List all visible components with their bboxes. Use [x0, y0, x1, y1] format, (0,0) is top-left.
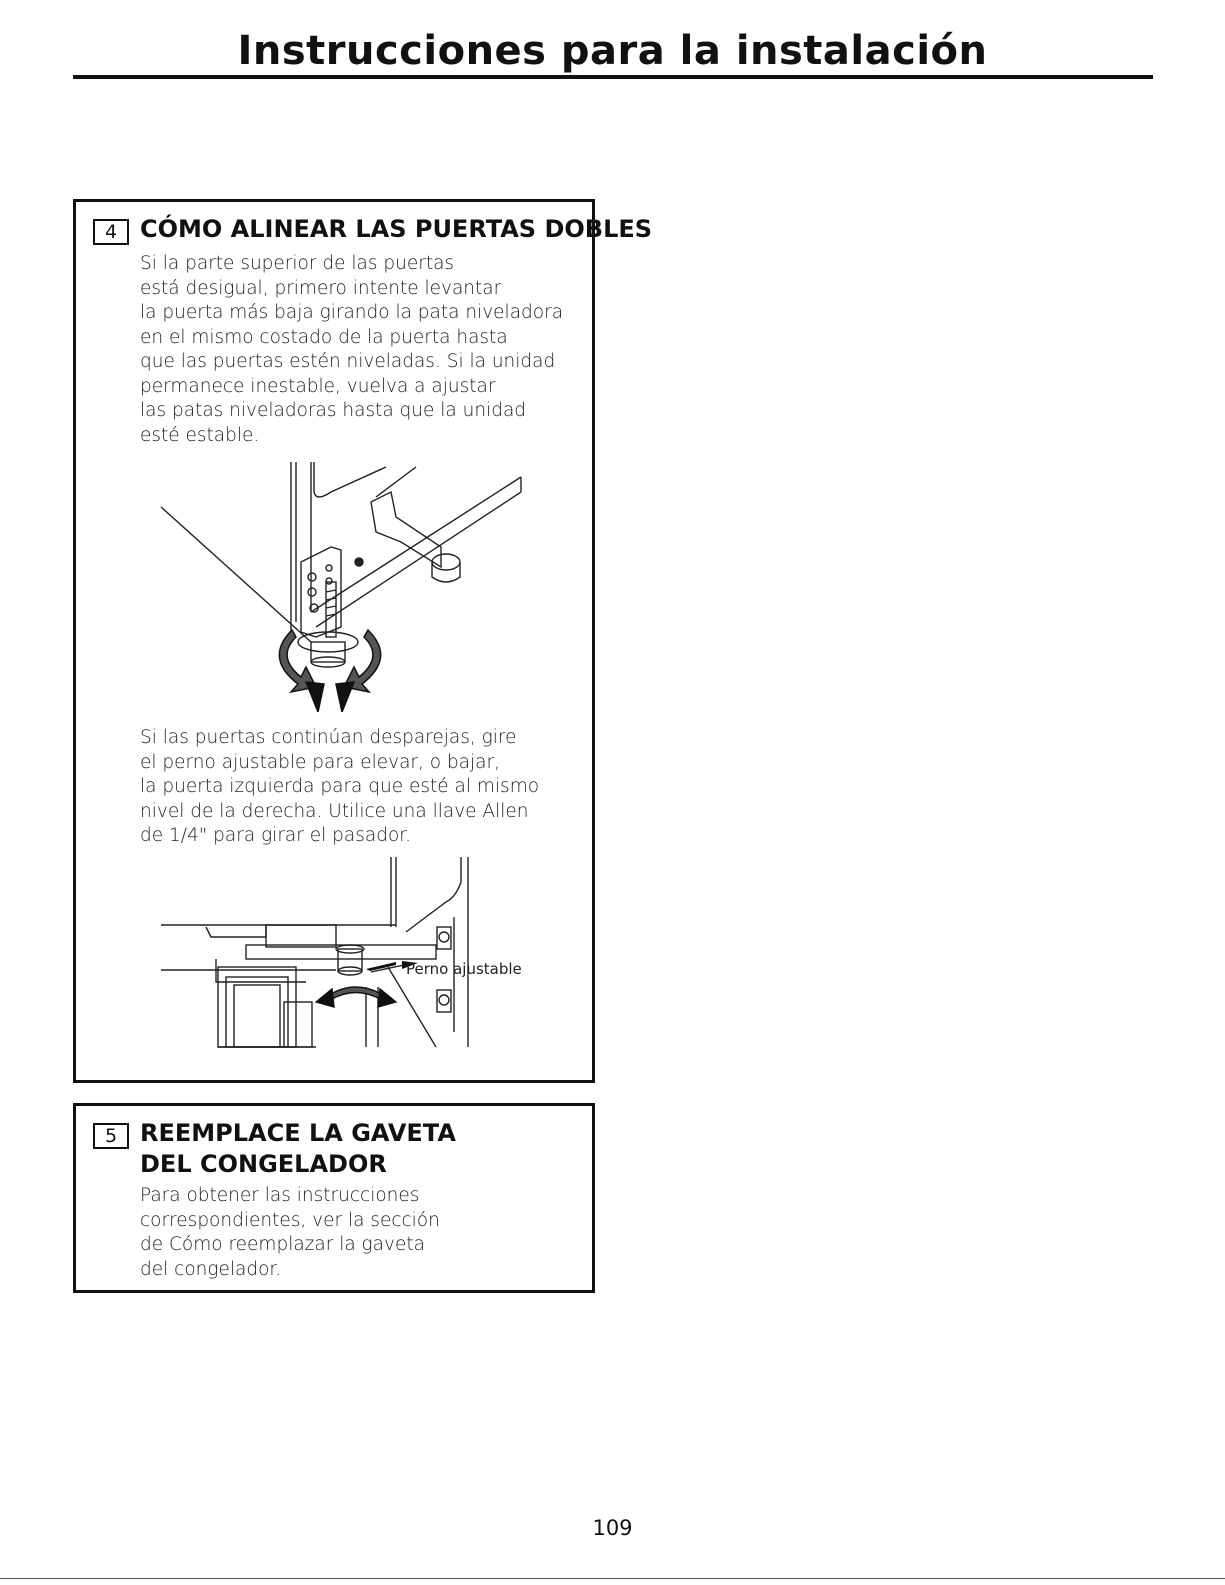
adjustable-bolt-label: Perno ajustable	[406, 960, 522, 978]
adjustable-bolt-illustration	[156, 857, 486, 1057]
step-5-number: 5	[93, 1123, 129, 1149]
step-4-paragraph-2: Si las puertas continúan desparejas, gire el perno ajustable para elevar, o bajar, la puerta izquierda para que esté al mismo nivel de la derecha. Utilice una llave Allen de 1/4" para girar el pasador.	[140, 727, 540, 846]
step-4-number: 4	[93, 219, 129, 245]
bottom-rule	[0, 1578, 1225, 1579]
page-number: 109	[592, 1516, 633, 1540]
title-rule	[73, 75, 1153, 79]
step-4-title: CÓMO ALINEAR LAS PUERTAS DOBLES	[140, 215, 653, 243]
step-5-title: REEMPLACE LA GAVETA DEL CONGELADOR	[140, 1119, 456, 1178]
leveling-leg-illustration	[156, 462, 556, 712]
page-title: Instrucciones para la instalación	[237, 28, 988, 74]
step-5-section	[73, 1103, 595, 1293]
step-4-section	[73, 199, 653, 1083]
step-4-paragraph-1: Si la parte superior de las puertas está desigual, primero intente levantar la puerta más baja girando la pata niveladora en el mismo costado de la puerta hasta que las puertas estén niveladas. Si la unidad permanece inestable, vuelva a ajustar las patas niveladoras hasta que la unidad esté estable.	[140, 253, 564, 446]
step-5-paragraph: Para obtener las instrucciones correspondientes, ver la sección de Cómo reemplazar la gaveta del congelador.	[140, 1185, 440, 1280]
